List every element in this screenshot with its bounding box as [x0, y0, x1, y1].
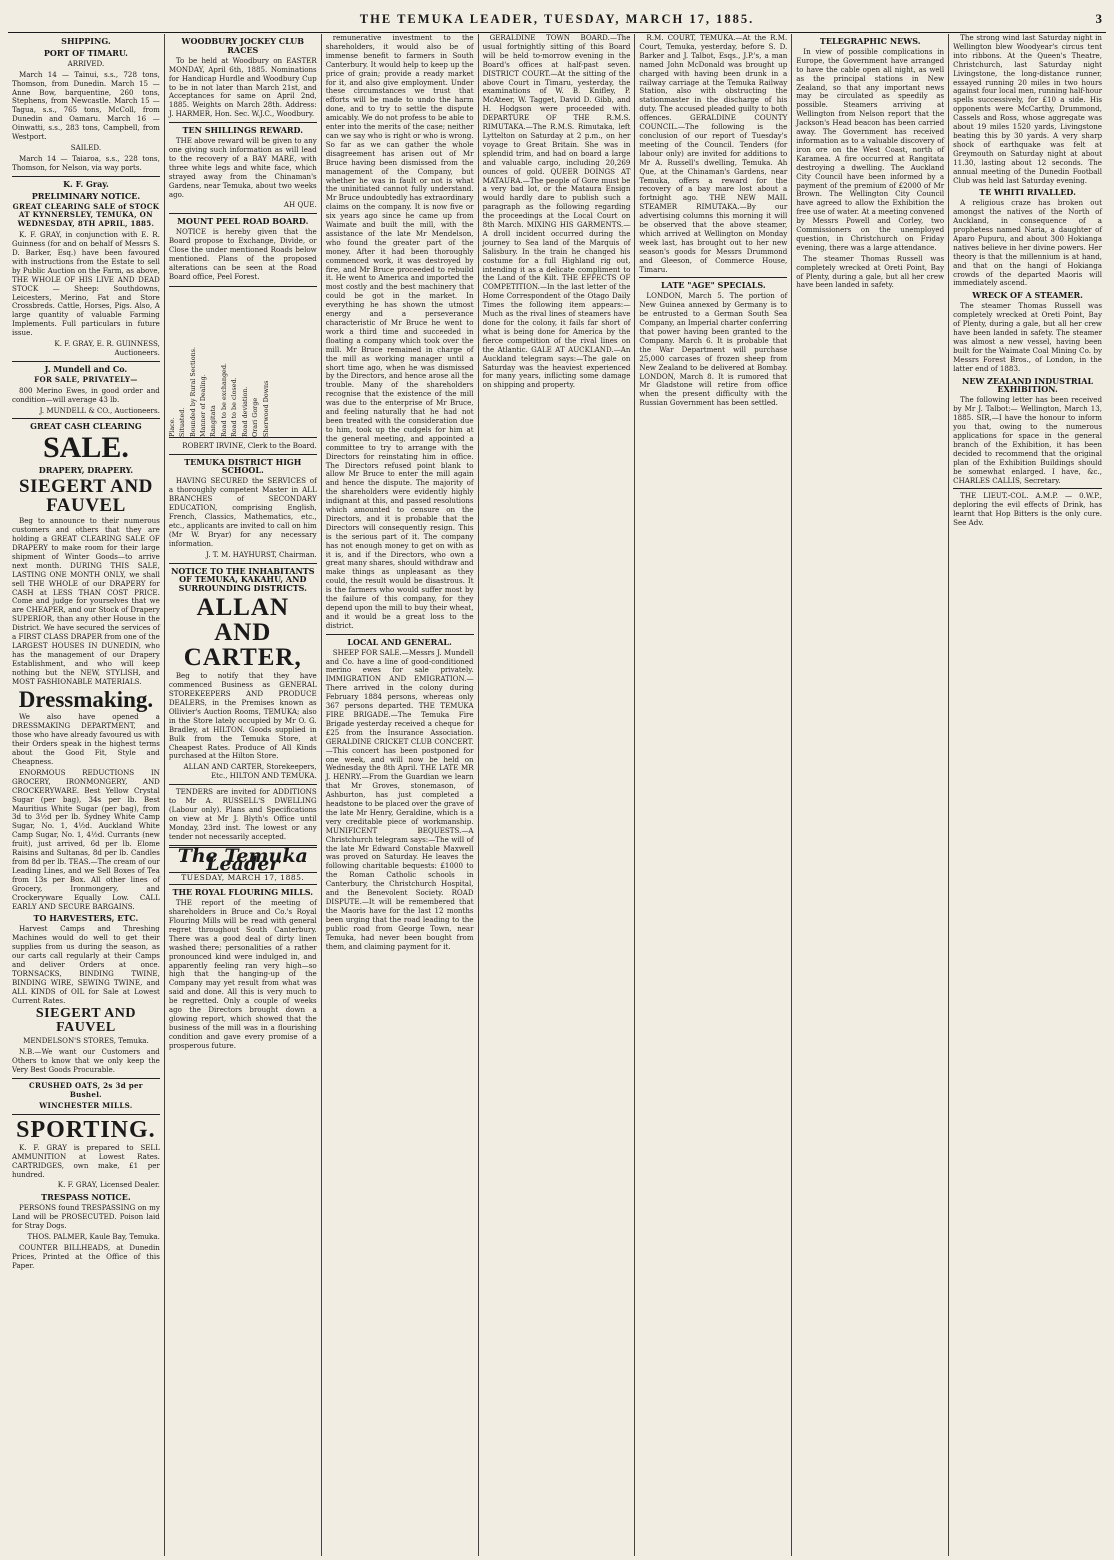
divider — [326, 634, 474, 635]
schedule-cell: Situated. — [178, 407, 187, 437]
shipping-heading: SHIPPING. — [61, 36, 111, 46]
sporting-title: SPORTING. — [16, 1116, 156, 1143]
trespass-heading: TRESPASS NOTICE. — [41, 1192, 131, 1203]
counter-billheads: COUNTER BILLHEADS, at Dunedin Prices, Printed at the Office of this Paper. — [12, 1242, 160, 1270]
gray-heading: K. F. Gray. — [63, 178, 109, 189]
flouring-mills-heading: THE ROYAL FLOURING MILLS. — [172, 887, 314, 898]
schedule-cell: Sherwood Downs — [261, 380, 270, 437]
schedule-cell: Manner of Dealing. — [199, 373, 208, 437]
divider — [12, 418, 160, 419]
column-6 — [792, 34, 949, 1556]
divider — [169, 784, 317, 785]
issue-dateline: TUESDAY, MARCH 17, 1885. — [169, 872, 317, 885]
te-whiti-heading: TE WHITI RIVALLED. — [979, 187, 1076, 198]
dressmaking-title: Dressmaking. — [18, 687, 154, 713]
page-title: THE TEMUKA LEADER, TUESDAY, MARCH 17, 1885. — [359, 11, 755, 26]
drapery-heading: DRAPERY, DRAPERY. — [38, 465, 134, 476]
divider — [639, 277, 787, 278]
telegraphic-news-body: In view of possible complications in Europe, the Government have arranged to have the cable open all night, as well as the principal stations in New Zealand, so that any important news may be circulated as speedily as possible. Steamers arriving at Wellington from Nelson report that the Jackson's Head beacon has been carried away. The Government has received information as to a valuable discovery of iron ore on the West Coast, north of Karamea. A fire occurred at Rangitata destroying a dwelling. The Auckland City Council have been informed by a payment of the premium of £2000 of Mr Brown. The Wellington City Council have agreed to allow the Exhibition the free use of water. At a meeting convened by Messrs Powell and Corley, two Commissioners on the unemployed question, in Christchurch on Friday evening, there was a large attendance. — [796, 46, 945, 252]
schedule-cell: Road deviation. — [240, 386, 249, 437]
forsale-body: 800 Merino Ewes, in good order and condition—will average 43 lb. — [12, 385, 160, 404]
wreck-heading: WRECK OF A STEAMER. — [972, 290, 1083, 301]
column-2 — [165, 34, 322, 1556]
divider — [953, 488, 1102, 489]
siegert-fauvel-title: SIEGERT AND FAUVEL — [19, 476, 153, 517]
sporting-body: K. F. GRAY is prepared to SELL AMMUNITION at Lowest Rates. CARTRIDGES, own make, £1 per hundred. — [12, 1142, 160, 1179]
cash-clearing-heading: GREAT CASH CLEARING — [30, 421, 142, 432]
editorial-continued: remunerative investment to the shareholders, it would also be of immense benefit to farmers in South Canterbury. It would help to keep up the price of grain; provide a ready market for it, and also give employment. Under these circumstances we trust that efforts will be made to undo the harm done, and to try to settle the dispute amicably. We do not profess to be able to enter into the merits of the case; neither can we say who is right or who is wrong. So far as we can gather the whole disagreement has arisen out of Mr Bruce having been dismissed from the management of the Company, but whether he was in fault or not is what the uninitiated cannot fully understand. Mr Bruce undoubtedly has extraordinary claims on the company. It is now five or six years ago since he came up from Waimate and built the mill, with the assistance of the late Mr Mendelson, who found the greater part of the money. After it had been thoroughly commenced work, it was destroyed by fire, and Mr Bruce proceeded to rebuild it. He went to America and imported the most costly and the best machinery that could be got in the market. In everything he has shown the utmost energy and a perseverance characteristic of Mr Bruce he went to work a third time and succeeded in floating a company which took over the mill. Mr Bruce remained in charge of the mill as working manager until a short time ago, when he was dismissed by the Directors, and hence arose all the trouble. Many of the shareholders recognise that the existence of the mill was due to the enterprise of Mr Bruce, and feeling naturally that he had not been treated with the consideration due to him, took up the cudgels for him at the general meeting, and appointed a committee to try to arrange with the Directors for reinstating him in office. The Directors refused point blank to allow Mr Bruce to enter the mill again and hence the dispute. The majority of the shareholders were evidently highly indignant at this, and passed resolutions which amounted to censure on the Directors, and it is probable that the Directors will consequently resign. This is the serious part of it. The company has not enough money to get on with as it is, and if the Directors, who own a great many shares, should withdraw and make things as unpleasant as they could, the result would be disastrous. It is the farmers who would suffer most by the failure of this company, for they depend upon the mill to buy their wheat, and it would be a great loss to the district. — [325, 34, 474, 630]
schedule-cell: Road to be closed. — [230, 377, 239, 437]
prelim-heading: PRELIMINARY NOTICE. — [31, 190, 141, 201]
mount-peel-heading: MOUNT PEEL ROAD BOARD. — [177, 216, 309, 227]
trespass-signature: THOS. PALMER, Kaule Bay, Temuka. — [27, 1231, 160, 1241]
reductions-body: ENORMOUS REDUCTIONS IN GROCERY, IRONMONGERY, AND CROCKERYWARE. Best Yellow Crystal Sugar (per bag), 34s per lb. Best Mauritius White Sugar (per bag), from 3d to 3½d per lb. Sydney White Camp Sugar, No. 1, 4½d. Auckland White Camp Sugar, No. 1, 4½d. Currants (new fruit), just arrived, 6d per lb. Elome Raisins and Sultanas, 8d per lb. Candles from 8d per lb. TEAS.—The cream of our Leading Lines, and we Sell Boxes of Tea from 13s per Box. All other lines of Grocery, Ironmongery, and Crockeryware Equally Low. CALL EARLY AND SECURE BARGAINS. — [12, 767, 160, 911]
mundell-signature: J. MUNDELL & CO., Auctioneers. — [39, 405, 160, 415]
divider — [169, 454, 317, 455]
mundell-heading: J. Mundell and Co. — [44, 363, 128, 374]
exhibition-body: The following letter has been received by Mr J. Talbot:— Wellington, March 13, 1885. SIR,—I have the honour to inform you that, owing to the numerous applications for space in the general branch of the Exhibition, it has been decided to recommend that the original plan of the Exhibition Buildings should be somewhat enlarged. I have, &c., CHARLES CALLIS, Secretary. — [953, 395, 1102, 485]
divider — [12, 176, 160, 177]
column-1 — [8, 34, 165, 1556]
gray-body: K. F. GRAY, in conjunction with E. R. Guinness (for and on behalf of Messrs S. D. Barker, Esq.) have been favoured with instructions from the Estate to sell by Public Auction on the Farm, as above, THE WHOLE OF HIS LIVE AND DEAD STOCK — Sheep: Southdowns, Leicesters, Merino, Fat and Store Crossbreds. Cattle, Horses, Pigs. Also, A large quantity of valuable Farming Implements. Full particulars in future issue. — [12, 230, 160, 338]
column-5 — [635, 34, 792, 1556]
crushed-oats: CRUSHED OATS, 2s 3d per Bushel. — [29, 1081, 143, 1099]
inhabitants-notice-heading: NOTICE TO THE INHABITANTS OF TEMUKA, KAKAHU, AND SURROUNDING DISTRICTS. — [171, 565, 315, 594]
winchester-mills: WINCHESTER MILLS. — [39, 1100, 133, 1110]
court-news-body: R.M. COURT, TEMUKA.—At the R.M. Court, Temuka, yesterday, before S. D. Barker and J. Talbot, Esqs., J.P.'s, a man named John McDonald was brought up charged with having been drunk in a railway carriage at the Temuka Railway Station, also with obstructing the stationmaster in the discharge of his duty. The accused pleaded guilty to both offences. GERALDINE COUNTY COUNCIL.—The following is the conclusion of our report of Tuesday's meeting of the Council. Tenders (for labour only) are invited for additions to Mr A. Russell's dwelling, Temuka. Ah Que, at the Chinaman's Gardens, near Temuka, offers a reward for the recovery of a bay mare lost about a fortnight ago. THE NEW MAIL STEAMER RIMUTAKA.—By our advertising columns this morning it will be observed that the above steamer, which arrived at Wellington on Monday week last, has brought out to her new season's goods for Messrs Drummond and Gleeson, of Commerce House, Timaru. — [639, 34, 788, 274]
jockey-heading: WOODBURY JOCKEY CLUB RACES — [181, 36, 304, 55]
mendelsons-stores: MENDELSON'S STORES, Temuka. — [23, 1036, 149, 1046]
siegert-fauvel-body: Beg to announce to their numerous customers and others that they are holding a GREAT CLEARING SALE OF DRAPERY to make room for their large shipment of Winter Goods—to arrive next month. DURING THIS SALE, LASTING ONE MONTH ONLY, we shall sell THE WHOLE of our DRAPERY for CASH at LESS THAN COST PRICE. Come and judge for yourselves that we are CHEAPER, and our Stock of Drapery SUPERIOR, than any other House in the District. We have secured the services of a FIRST CLASS DRAPER from one of the LARGEST HOUSES IN DUNEDIN, who has the management of our Drapery Establishment, and who will keep nothing but the NEW, STYLISH, and MOST FASHIONABLE MATERIALS. — [12, 516, 160, 686]
gray-signature: K. F. GRAY, E. R. GUINNESS, Auctioneers. — [54, 339, 160, 357]
reward-heading: TEN SHILLINGS REWARD. — [182, 125, 303, 136]
harvesters-body: Harvest Camps and Threshing Machines would do well to get their supplies from us during the season, as our carts call regularly at their Camps and deliver Orders at once. TORNSACKS, BINDING TWINE, BINDING WIRE, SEWING TWINE, and ALL KINDS of OIL for Sale at Lowest Current Rates. — [12, 924, 160, 1005]
tenders-body: TENDERS are invited for ADDITIONS to Mr A. RUSSELL'S DWELLING (Labour only). Plans and Specifications on view at Mr J. Blyth's Office until Monday, 23rd inst. The lowest or any tender not necessarily accepted. — [168, 787, 317, 841]
schedule-cell: Bounded by Rural Sections. — [188, 346, 197, 437]
sale-title: SALE. — [42, 431, 129, 465]
schedule-cell: Place. — [167, 417, 176, 437]
sporting-signature: K. F. GRAY, Licensed Dealer. — [57, 1180, 160, 1190]
newspaper-nameplate: The Temuka Leader — [177, 844, 308, 876]
clearing-heading: GREAT CLEARING SALE of STOCK AT KYNNERSLEY, TEMUKA, ON WEDNESDAY, 8TH APRIL, 1885. — [12, 201, 160, 229]
sailed-list: March 14 — Taiaroa, s.s., 228 tons, Thomson, for Nelson, via way ports. — [12, 153, 160, 172]
siegert-fauvel-title-2: SIEGERT AND FAUVEL — [35, 1006, 136, 1036]
allan-carter-body: Beg to notify that they have commenced Business as GENERAL STOREKEEPERS AND PRODUCE DEALERS, in the Premises known as Ollivier's Auction Rooms, TEMUKA; also in the Store lately occupied by Mr O. G. Bradley, at HILTON. Goods supplied in Bulk from the Temuka Store, at Cheapest Rates. Produce of All Kinds purchased at the Hilton Store. — [168, 671, 317, 761]
allan-carter-title: ALLAN AND CARTER, — [183, 594, 302, 672]
telegraphic-news-continued: The steamer Thomas Russell was completely wrecked at Oreti Point, Bay of Plenty, during a gale, but all her crew have been landed in safety. — [796, 253, 945, 290]
schedule-cell: Road to be exchanged. — [219, 362, 228, 437]
harvesters-heading: TO HARVESTERS, ETC. — [33, 913, 139, 924]
local-general-body: SHEEP FOR SALE.—Messrs J. Mundell and Co. have a line of good-conditioned merino ewes for sale privately. IMMIGRATION AND EMIGRATION.—There arrived in the colony during February 1884 persons, whereas only 367 persons departed. THE TEMUKA FIRE BRIGADE.—The Temuka Fire Brigade yesterday received a cheque for £25 from the Insurance Association. GERALDINE CRICKET CLUB CONCERT.—This concert has been postponed for one week, and will now be held on Wednesday the 8th April. THE LATE MR J. HENRY.—From the Guardian we learn that Mr Groves, stonemason, of Ashburton, has just completed a headstone to be placed over the grave of the late Mr Henry, Geraldine, which is a very creditable piece of workmanship. MUNIFICENT BEQUESTS.—A Christchurch telegram says:—The will of the late Mr Edward Constable Maxwell was proved on Saturday. He leaves the following charitable bequests: £1000 to the Roman Catholic schools in Canterbury, the Christchurch Hospital, and the Benevolent Society. ROAD DISPUTE.—It will be remembered that the Maoris have for the last 12 months been urging that the road leading to the public road from George Town, near Temuka, had never been bought from them, and claiming payment for it. — [325, 647, 474, 951]
local-general-heading: LOCAL AND GENERAL. — [347, 636, 452, 647]
arrived-list: March 14 — Tainui, s.s., 728 tons, Thomson, from Dunedin. March 15 — Anne Bow, barquentine, 260 tons, Stephens, from Newcastle. March 15 — Tagua, s.s., 765 tons, McColl, from Dunedin and Oamaru. March 16 — Oinwatti, s.s., 283 tons, Campbell, from Westport. — [12, 69, 160, 142]
robert-irvine-signature: ROBERT IRVINE, Clerk to the Board. — [182, 440, 317, 450]
telegraphic-news-heading: TELEGRAPHIC NEWS. — [819, 36, 921, 46]
divider — [12, 1078, 160, 1079]
divider — [169, 122, 317, 123]
flouring-mills-body: THE report of the meeting of shareholders in Bruce and Co.'s Royal Flouring Mills will be read with general regret throughout South Canterbury. There was a good deal of dirty linen washed there; personalities of a rather pronounced kind were indulged in, and apparently feeling ran very high—so high that the hanging-up of the Company may yet result from what was said and done. All this is very much to be regretted. Only a couple of weeks ago the Directors brought down a glowing report, which showed that the business of the mill was in a flourishing condition and gave every promise of a prosperous future. — [168, 898, 317, 1050]
page-number: 3 — [1095, 11, 1102, 26]
column-7 — [949, 34, 1106, 1556]
sailed-heading: SAILED. — [70, 142, 102, 152]
arrived-heading: ARRIVED. — [67, 58, 105, 68]
columns — [8, 34, 1106, 1556]
port-heading: PORT OF TIMARU. — [43, 47, 128, 58]
trespass-body: PERSONS found TRESPASSING on my Land will be PROSECUTED. Poison laid for Stray Dogs. — [12, 1203, 160, 1231]
school-body: HAVING SECURED the SERVICES of a thoroughly competent Master in ALL BRANCHES of SECONDARY EDUCATION, comprising English, French, Classics, Mathematics, etc., etc., applicants are invited to call on him (Mr W. Bryar) for any necessary information. — [168, 476, 317, 548]
mount-peel-body: NOTICE is hereby given that the Board propose to Exchange, Divide, or Close the under mentioned Roads below mentioned. Plans of the proposed alterations can be seen at the Road Board office, Peel Forest. — [168, 227, 317, 281]
school-signature: J. T. M. HAYHURST, Chairman. — [205, 549, 317, 559]
schedule-cell: Orari Gorge — [251, 397, 260, 437]
exhibition-heading: NEW ZEALAND INDUSTRIAL EXHIBITION. — [962, 375, 1094, 395]
divider — [12, 1114, 160, 1115]
page-header — [8, 6, 1106, 33]
column-3 — [322, 34, 479, 1556]
road-schedule-table — [169, 286, 317, 438]
local-news-body: GERALDINE TOWN BOARD.—The usual fortnightly sitting of this Board will be held to-morrow evening in the Board's offices at half-past seven. DISTRICT COURT.—At the sitting of the above Court in Timaru, yesterday, the examinations of W. B. Knifley, P. McAteer, W. Tagget, David D. Gibb, and H. Hodgson were proceeded with. DEPARTURE OF THE R.M.S. RIMUTAKA.—The R.M.S. Rimutaka, left Lyttelton on Saturday at 2 p.m., on her voyage to Great Britain. She was in splendid trim, and had on board a large and valuable cargo, including 20,269 ounces of gold. QUEER DOINGS AT MATAURA.—The people of Gore must be a very bad lot, or the Mataura Ensign would hardly dare to publish such a paragraph as the following regarding the proceedings at the Local Court on 8th March. MIXING HIS GARMENTS.—A droll incident occurred during the journey to Sea land of the Marquis of Salisbury. In the train he changed his costume for a full Highland rig out, intending it as a delicate compliment to the Land of the Kilt. THE EFFECTS OF COMPETITION.—In the last letter of the Home Correspondent of the Otago Daily Times the following item appears:—Much as the rival lines of steamers have done for the colony, it fails far short of what is being done for America by the fierce competition of the rival lines on the Atlantic. GALE AT AUCKLAND.—An Auckland telegram says:—The gale on Saturday was the heaviest experienced for many years, inflicting some damage on shipping and property. — [482, 34, 631, 390]
divider — [169, 563, 317, 564]
wreck-body: The steamer Thomas Russell was completely wrecked at Oreti Point, Bay of Plenty, during a gale, but all her crew have been landed in safety. The steamer was almost a new vessel, having been built for the Waimate Coal Mining Co. by Messrs Forest Bros., of London, in the latter end of 1883. — [953, 301, 1102, 373]
schedule-cell: Rangitata — [209, 404, 218, 437]
reward-body: THE above reward will be given to any one giving such information as will lead to the recovery of a BAY MARE, with three white legs and white face, which strayed away from the Chinaman's Gardens, near Temuka, about two weeks ago. — [168, 136, 317, 199]
school-heading: TEMUKA DISTRICT HIGH SCHOOL. — [184, 456, 302, 476]
column-4 — [479, 34, 636, 1556]
reward-signature: AH QUE. — [283, 200, 317, 210]
age-specials-body: LONDON, March 5. The portion of New Guinea annexed by Germany is to be entrusted to a German South Sea Company, an Imperial charter conferring that power having been granted to the Company. March 6. It is probable that the War Department will purchase 25,000 carcases of frozen sheep from New Zealand to be delivered at Bombay. LONDON, March 8. It is rumored that Mr Gladstone will retire from office when the present difficulty with the Russian Government has been settled. — [639, 291, 788, 408]
sports-news-body: The strong wind last Saturday night in Wellington blew Woodyear's circus tent into ribbons. At the Queen's Theatre, Christchurch, last Saturday night Livingstone, the long-distance runner, essayed running 20 miles in two hours against four local men, running half-hour spells successively, for £10 a side. His opponents were McCarthy, Drummond, Cassels and Ross, whose aggregate was about 19 miles 1520 yards, Livingstone beating this by 30 yards. A very sharp shock of earthquake was felt at Greymouth on Saturday night at about 11.30, lasting about 12 seconds. The annual meeting of the Dunedin Football Club was held last Saturday evening. — [953, 34, 1102, 185]
divider — [169, 213, 317, 214]
allan-carter-signature: ALLAN AND CARTER, Storekeepers, Etc., HILTON AND TEMUKA. — [183, 762, 317, 781]
hop-bitters-ad: THE LIEUT.-COL. A.M.P. — 0.W.P., deploring the evil effects of Drink, has learnt that Hop Bitters is the only cure. See Adv. — [953, 491, 1102, 528]
forsale-heading: FOR SALE, PRIVATELY— — [34, 374, 138, 384]
te-whiti-body: A religious craze has broken out amongst the natives of the North of Auckland, in consequence of a prophetess named Naria, a daughter of Aparo Pupuru, and about 300 Hokianga natives believe in her divine powers. Her theory is that the millennium is at hand, and that on the hangi of Hokianga crowds of the departed Maoris will immediately ascend. — [953, 198, 1102, 288]
nb-note: N.B.—We want our Customers and Others to know that we only keep the Very Best Goods Procurable. — [12, 1047, 160, 1075]
divider — [12, 361, 160, 362]
age-specials-heading: LATE "AGE" SPECIALS. — [661, 280, 766, 291]
dressmaking-body: We also have opened a DRESSMAKING DEPARTMENT, and those who have already favoured us with their Orders speak in the highest terms about the Good Fit, Style and Cheapness. — [12, 712, 160, 766]
jockey-body: To be held at Woodbury on EASTER MONDAY, April 6th, 1885. Nominations for Handicap Hurdle and Woodbury Cup to be in not later than March 21st, and Acceptances for same on April 2nd, 1885. Weights on March 28th. Address: J. HARMER, Hon. Sec. W.J.C., Woodbury. — [168, 55, 317, 119]
